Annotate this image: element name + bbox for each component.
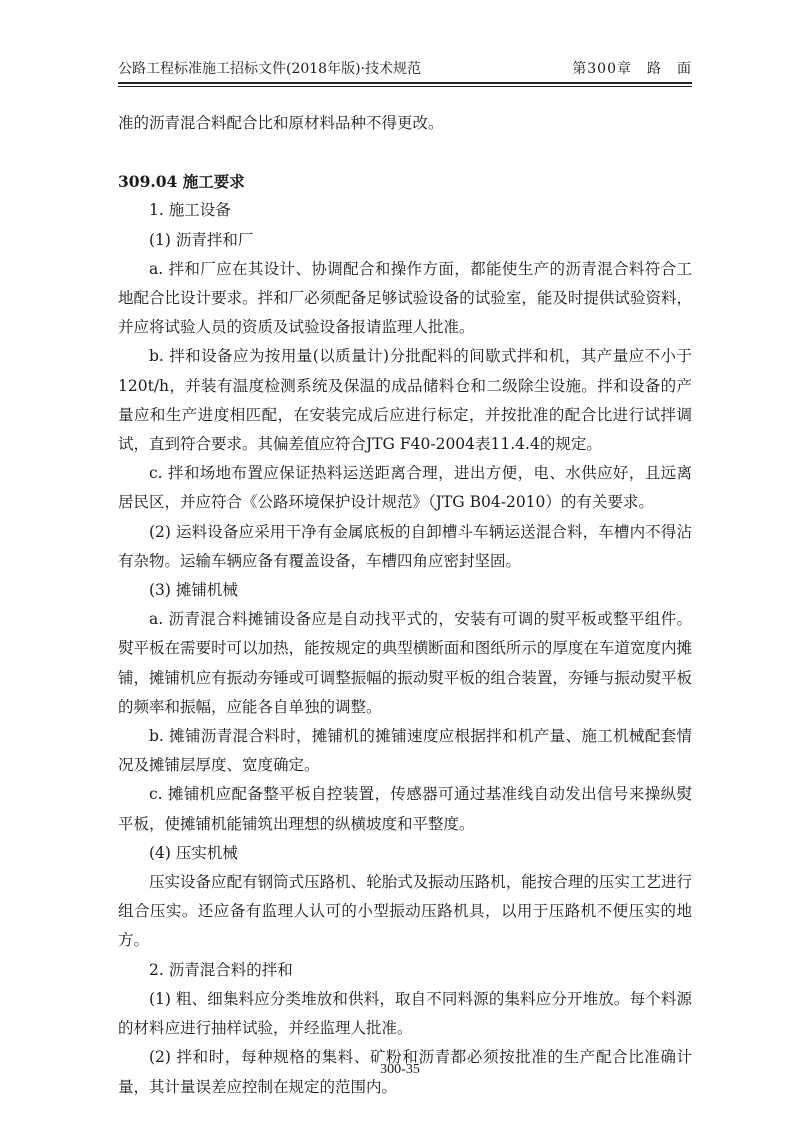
paragraph-continuation: 准的沥青混合料配合比和原材料品种不得更改。 <box>118 114 444 132</box>
paragraph-compaction: 压实设备应配有钢筒式压路机、轮胎式及振动压路机，能按合理的压实工艺进行组合压实。还应备有监理人认可的小型振动压路机具，以用于压路机不便压实的地方。 <box>118 873 692 950</box>
body-text <box>118 109 692 1102</box>
item-heading-paver: (3) 摊铺机械 <box>149 581 238 600</box>
header-chapter-title: 第300章 路 面 <box>572 61 692 77</box>
paragraph-plant-a: a. 拌和厂应在其设计、协调配合和操作方面，都能使生产的沥青混合料符合工地配合比设计要求。拌和厂必须配备足够试验设备的试验室，能及时提供试验资料，并应将试验人员的资质及试验设备报请监理人批准。 <box>118 259 692 337</box>
item-heading-compaction: (4) 压实机械 <box>149 843 238 862</box>
running-header <box>118 52 692 82</box>
paragraph-plant-c: c. 拌和场地布置应保证热料运送距离合理，进出方便，电、水供应好，且远离居民区，并应符合《公路环境保护设计规范》（JTG B04-2010）的有关要求。 <box>118 464 692 512</box>
paragraph-mixing-1: (1) 粗、细集料应分类堆放和供料，取自不同料源的集料应分开堆放。每个料源的材料应进行抽样试验，并经监理人批准。 <box>118 989 692 1038</box>
header-rule-thick <box>118 82 692 84</box>
paragraph-paver-b: b. 摊铺沥青混合料时，摊铺机的摊铺速度应根据拌和机产量、施工机械配套情况及摊铺层厚度、宽度确定。 <box>118 727 692 775</box>
subsection-heading-mixing: 2. 沥青混合料的拌和 <box>149 960 293 979</box>
paragraph-mixing-2: (2) 拌和时，每种规格的集料、矿粉和沥青都必须按批准的生产配合比准确计量，其计量误差应控制在规定的范围内。 <box>118 1048 692 1096</box>
subsection-heading-equipment: 1. 施工设备 <box>149 201 231 220</box>
paragraph-paver-a: a. 沥青混合料摊铺设备应是自动找平式的，安装有可调的熨平板或整平组件。熨平板在需要时可以加热，能按规定的典型横断面和图纸所示的厚度在车道宽度内摊铺，摊铺机应有振动夯锤或可调整振幅的振动熨平板的组合装置，夯锤与振动熨平板的频率和振幅，应能各自单独的调整。 <box>118 610 692 716</box>
header-rule-thin <box>118 86 692 87</box>
paragraph-plant-b: b. 拌和设备应为按用量(以质量计)分批配料的间歇式拌和机，其产量应不小于120t/h，并装有温度检测系统及保温的成品储料仓和二级除尘设施。拌和设备的产量应和生产进度相匹配，在安装完成后应进行标定，并按批准的配合比进行试拌调试，直到符合要求。其偏差值应符合JTG F40-2004表11.4.4的规定。 <box>118 347 692 454</box>
paragraph-paver-c: c. 摊铺机应配备整平板自控装置，传感器可通过基准线自动发出信号来操纵熨平板，使摊铺机能铺筑出理想的纵横坡度和平整度。 <box>118 785 692 833</box>
item-heading-mixing-plant: (1) 沥青拌和厂 <box>149 230 254 249</box>
page-number: 300-35 <box>380 1062 420 1077</box>
header-document-title: 公路工程标准施工招标文件(2018年版)·技术规范 <box>118 61 422 77</box>
paragraph-transport: (2) 运料设备应采用干净有金属底板的自卸槽斗车辆运送混合料，车槽内不得沾有杂物。运输车辆应备有覆盖设备，车槽四角应密封坚固。 <box>118 522 692 570</box>
section-heading-309-04: 309.04 施工要求 <box>118 172 245 192</box>
